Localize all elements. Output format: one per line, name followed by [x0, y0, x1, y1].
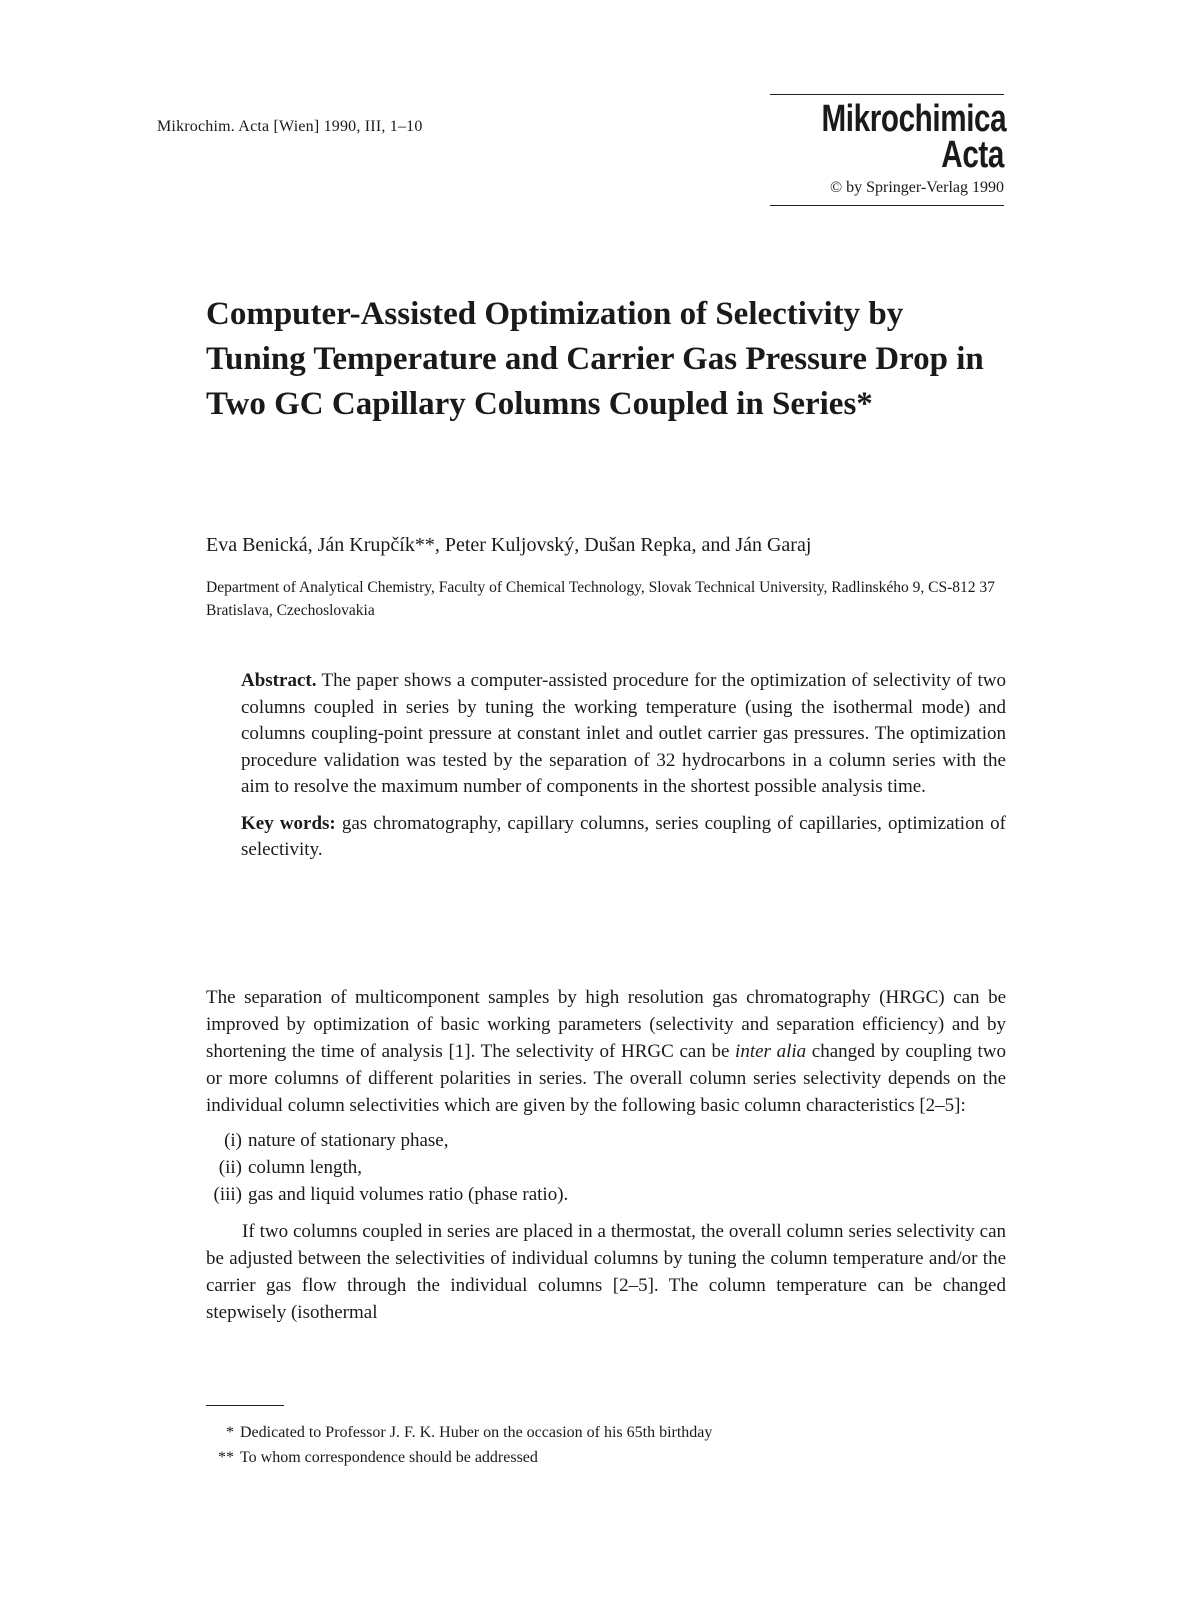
- body-p1-part-a: The separation of multicomponent samples by high resolution gas chromatography (HRGC) can be improved by optimization of basic working parameters (selectivity and separation efficiency) and by shortening the time of analysis [1]. The selectivity of HRGC can be: [206, 987, 1006, 1062]
- body-paragraph-2: If two columns coupled in series are placed in a thermostat, the overall column series selectivity can be adjusted between the selectivities of individual columns by tuning the column temperature and/or the carrier gas flow through the individual columns [2–5]. The column temperature can be changed stepwisely (isothermal: [206, 1221, 1006, 1323]
- body-p1-italic: inter alia: [735, 1041, 807, 1062]
- keywords-text: gas chromatography, capillary columns, series coupling of capillaries, optimization of selectivity.: [241, 812, 1007, 860]
- body-paragraph-1: [206, 984, 1006, 1119]
- paper-title: Computer-Assisted Optimization of Selectivity by Tuning Temperature and Carrier Gas Pressure Drop in Two GC Capillary Columns Coupled in Series*: [206, 296, 984, 422]
- footnote: [206, 1420, 712, 1445]
- affiliation: Department of Analytical Chemistry, Faculty of Chemical Technology, Slovak Technical University, Radlinského 9, CS-812 37 Bratislava, Czechoslovakia: [206, 579, 995, 619]
- footnote-text: To whom correspondence should be addressed: [240, 1449, 538, 1466]
- copyright-notice: © by Springer-Verlag 1990: [829, 179, 1004, 196]
- journal-logo-line2: Acta: [941, 134, 1004, 176]
- list-item-number: (ii): [218, 1157, 242, 1178]
- keywords-label: Key words:: [241, 812, 336, 834]
- list-item: [206, 1154, 1006, 1181]
- footnote-mark: **: [218, 1449, 234, 1466]
- logo-bottom-rule: [770, 205, 1004, 206]
- list-item-number: (iii): [213, 1184, 242, 1205]
- footnotes: [206, 1420, 712, 1470]
- keywords-paragraph: [241, 811, 1006, 864]
- footnote-mark: *: [226, 1424, 234, 1441]
- list-item: [206, 1127, 1006, 1154]
- body-text: [206, 984, 1006, 1326]
- abstract-section: [241, 668, 1006, 874]
- body-p1-part-b: changed by coupling two or more columns of different polarities in series. The overall column series selectivity depends on the individual column selectivities which are given by the following basic column characteristics [2–5]:: [206, 1041, 1006, 1116]
- list-item-number: (i): [224, 1130, 242, 1151]
- footnote-text: Dedicated to Professor J. F. K. Huber on the occasion of his 65th birthday: [240, 1424, 713, 1441]
- author-list: Eva Benická, Ján Krupčík**, Peter Kuljovský, Dušan Repka, and Ján Garaj: [206, 534, 812, 556]
- footnote-rule: [206, 1405, 284, 1406]
- footnote: [206, 1445, 712, 1470]
- journal-logo-block: [770, 94, 1007, 206]
- list-item-text: gas and liquid volumes ratio (phase ratio).: [248, 1184, 569, 1205]
- abstract-label: Abstract.: [241, 670, 317, 691]
- list-item: [206, 1181, 1006, 1208]
- logo-top-rule: [770, 94, 1004, 95]
- characteristics-list: [206, 1127, 1006, 1208]
- abstract-text: The paper shows a computer-assisted procedure for the optimization of selectivity of two columns coupled in series by tuning the working temperature (using the isothermal mode) and columns coupling-point pressure at constant inlet and outlet carrier gas pressures. The optimization procedure validation was tested by the separation of 32 hydrocarbons in a column series with the aim to resolve the maximum number of components in the shortest possible analysis time.: [241, 670, 1006, 797]
- journal-logo-line1: Mikrochimica: [821, 98, 1007, 140]
- abstract-paragraph: [241, 668, 1006, 801]
- list-item-text: nature of stationary phase,: [248, 1130, 449, 1151]
- list-item-text: column length,: [248, 1157, 362, 1178]
- journal-citation: Mikrochim. Acta [Wien] 1990, III, 1–10: [157, 118, 423, 135]
